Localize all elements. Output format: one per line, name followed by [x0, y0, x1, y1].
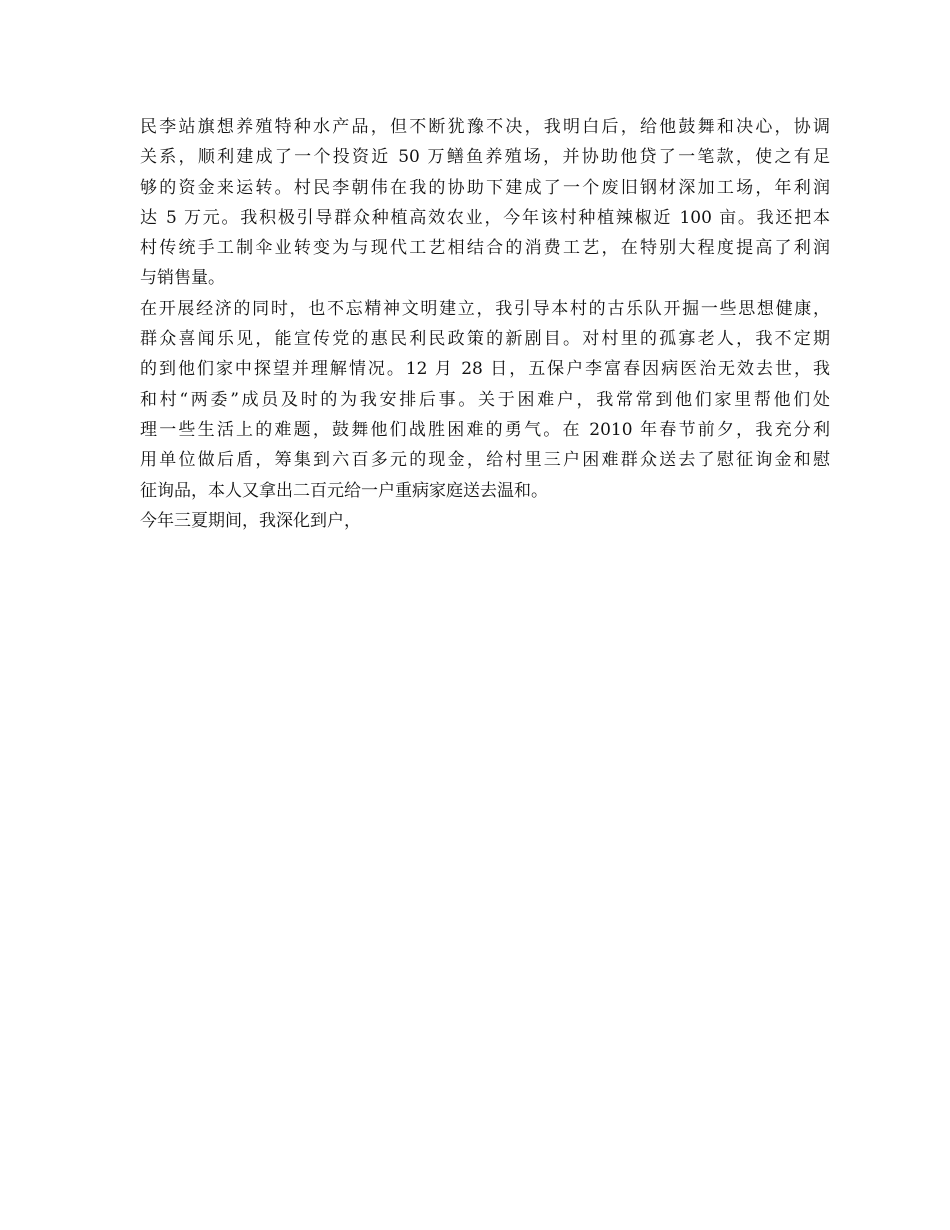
text-line: 群众喜闻乐见，能宣传党的惠民利民政策的新剧目。对村里的孤寡老人，我不定期: [140, 329, 830, 350]
text-line: 的到他们家中探望并理解情况。12 月 28 日，五保户李富春因病医治无效去世，我: [140, 359, 830, 380]
text-line: 今年三夏期间，我深化到户，: [140, 510, 361, 531]
text-line: 关系，顺利建成了一个投资近 50 万鳝鱼养殖场，并协助他贷了一笔款，使之有足: [140, 147, 830, 168]
text-line: 征询品，本人又拿出二百元给一户重病家庭送去温和。: [140, 480, 548, 501]
text-line: 与销售量。: [140, 268, 225, 289]
text-line: 用单位做后盾，筹集到六百多元的现金，给村里三户困难群众送去了慰征询金和慰: [140, 450, 830, 471]
text-line: 够的资金来运转。村民李朝伟在我的协助下建成了一个废旧钢材深加工场，年利润: [140, 177, 830, 198]
text-line: 达 5 万元。我积极引导群众种植高效农业，今年该村种植辣椒近 100 亩。我还把本: [140, 207, 830, 228]
text-line: 和村“两委”成员及时的为我安排后事。关于困难户，我常常到他们家里帮他们处: [140, 389, 830, 410]
text-line: 理一些生活上的难题，鼓舞他们战胜困难的勇气。在 2010 年春节前夕，我充分利: [140, 419, 830, 440]
document-body: [140, 112, 830, 536]
text-line: 村传统手工制伞业转变为与现代工艺相结合的消费工艺，在特别大程度提高了利润: [140, 238, 830, 259]
text-line: 在开展经济的同时，也不忘精神文明建立，我引导本村的古乐队开掘一些思想健康，: [140, 298, 830, 319]
text-line: 民李站旗想养殖特种水产品，但不断犹豫不决，我明白后，给他鼓舞和决心，协调: [140, 117, 830, 137]
